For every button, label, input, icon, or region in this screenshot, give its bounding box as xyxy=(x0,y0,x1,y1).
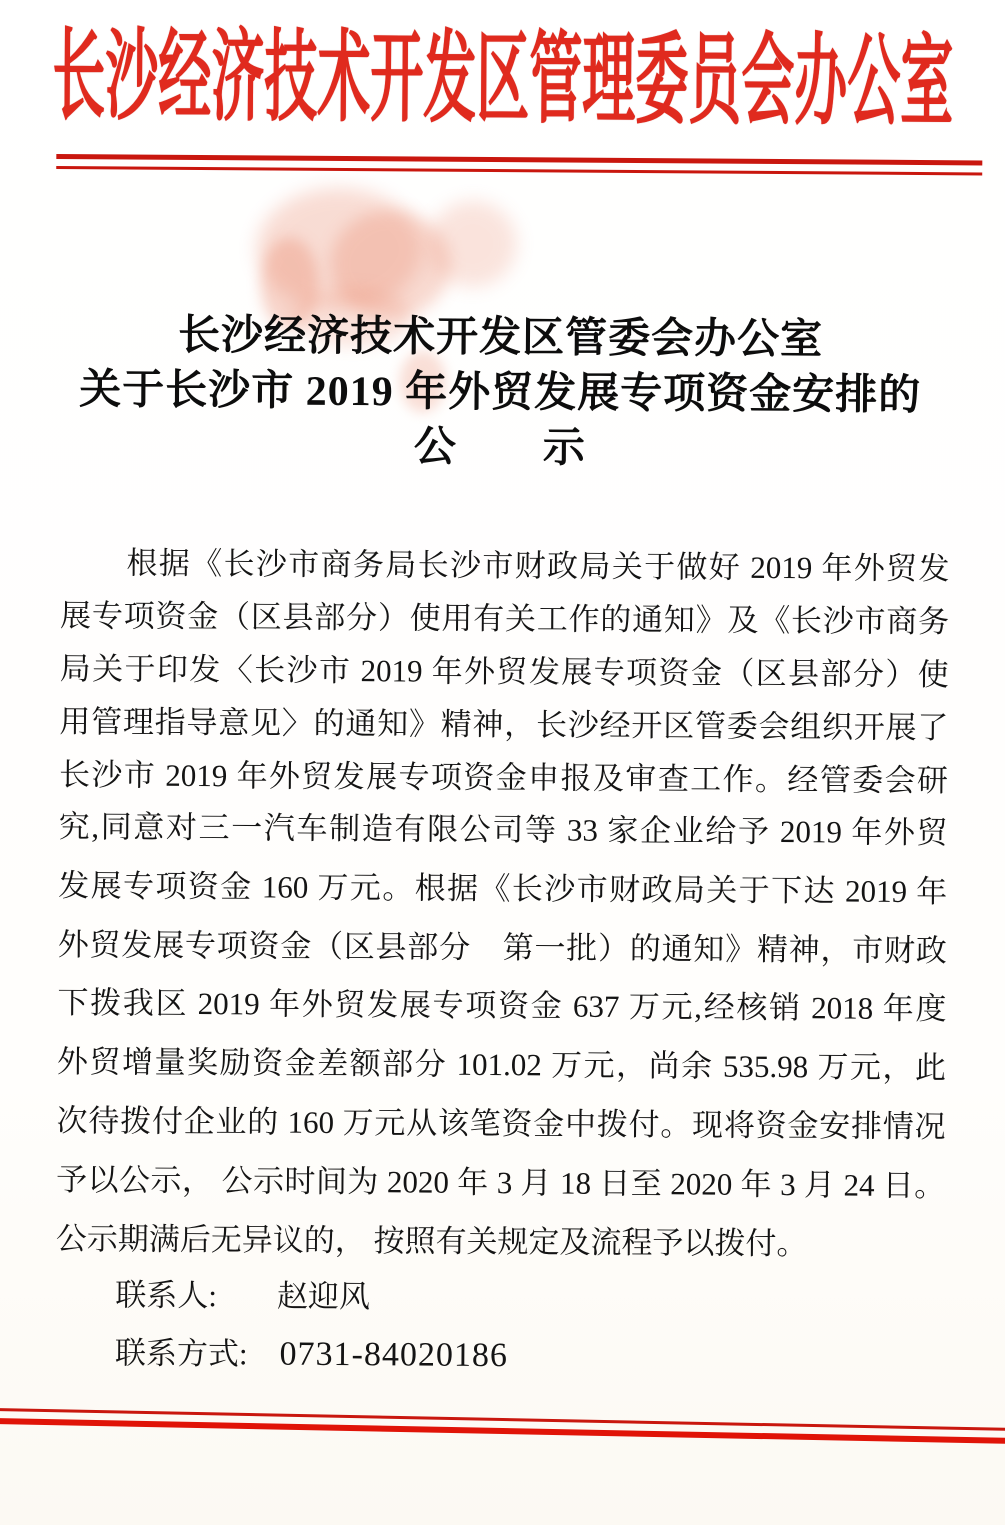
body-line: 长沙市 2019 年外贸发展专项资金申报及审查工作。经管委会研 xyxy=(58,757,949,799)
body-line: 外贸增量奖励资金差额部分 101.02 万元，尚余 535.98 万元，此 xyxy=(56,1044,947,1086)
doc-title-line-2: 关于长沙市 2019 年外贸发展专项资金安排的 xyxy=(79,367,922,420)
letterhead-rule-thick xyxy=(56,154,982,165)
doc-title xyxy=(0,308,1003,480)
letterhead xyxy=(0,20,1005,146)
body-line: 公示期满后无异议的， 按照有关规定及流程予以拨付。 xyxy=(55,1220,808,1261)
seal-mark xyxy=(428,201,517,288)
body-line: 下拨我区 2019 年外贸发展专项资金 637 万元,经核销 2018 年度 xyxy=(57,985,947,1027)
letterhead-title: 长沙经济技术开发区管理委员会办公室 xyxy=(51,20,954,139)
body-line: 究,同意对三一汽车制造有限公司等 33 家企业给予 2019 年外贸 xyxy=(58,809,948,851)
contact-method-label: 联系方式: xyxy=(114,1335,248,1372)
body-line: 展专项资金（区县部分）使用有关工作的通知》及《长沙市商务 xyxy=(59,598,950,640)
body-line: 用管理指导意见〉的通知》精神，长沙经开区管委会组织开展了 xyxy=(59,704,949,746)
body-line: 外贸发展专项资金（区县部分 第一批）的通知》精神，市财政 xyxy=(57,926,947,968)
contact-person-label: 联系人: xyxy=(115,1277,218,1314)
body-line: 次待拨付企业的 160 万元从该笔资金中拨付。现将资金安排情况 xyxy=(56,1102,946,1145)
contact-person-row xyxy=(115,1273,370,1319)
body-line: 局关于印发〈长沙市 2019 年外贸发展专项资金（区县部分）使 xyxy=(59,651,949,693)
contact-method-value: 0731-84020186 xyxy=(279,1335,509,1375)
official-seal-stamp xyxy=(0,0,1005,7)
body-paragraph-lower xyxy=(56,798,948,1275)
contact-method-row xyxy=(115,1331,508,1378)
body-line: 发展专项资金 160 万元。根据《长沙市财政局关于下达 2019 年 xyxy=(58,867,948,910)
doc-title-line-1: 长沙经济技术开发区管委会办公室 xyxy=(177,312,824,364)
body-line: 根据《长沙市商务局长沙市财政局关于做好 2019 年外贸发 xyxy=(126,545,950,587)
doc-title-line-3: 公 示 xyxy=(413,424,586,472)
body-line: 予以公示， 公示时间为 2020 年 3 月 18 日至 2020 年 3 月 24 日。 xyxy=(56,1161,946,1203)
contact-person-name: 赵迎风 xyxy=(276,1278,371,1315)
body-paragraph-upper xyxy=(59,536,950,807)
letterhead-rule-thin xyxy=(56,166,982,175)
